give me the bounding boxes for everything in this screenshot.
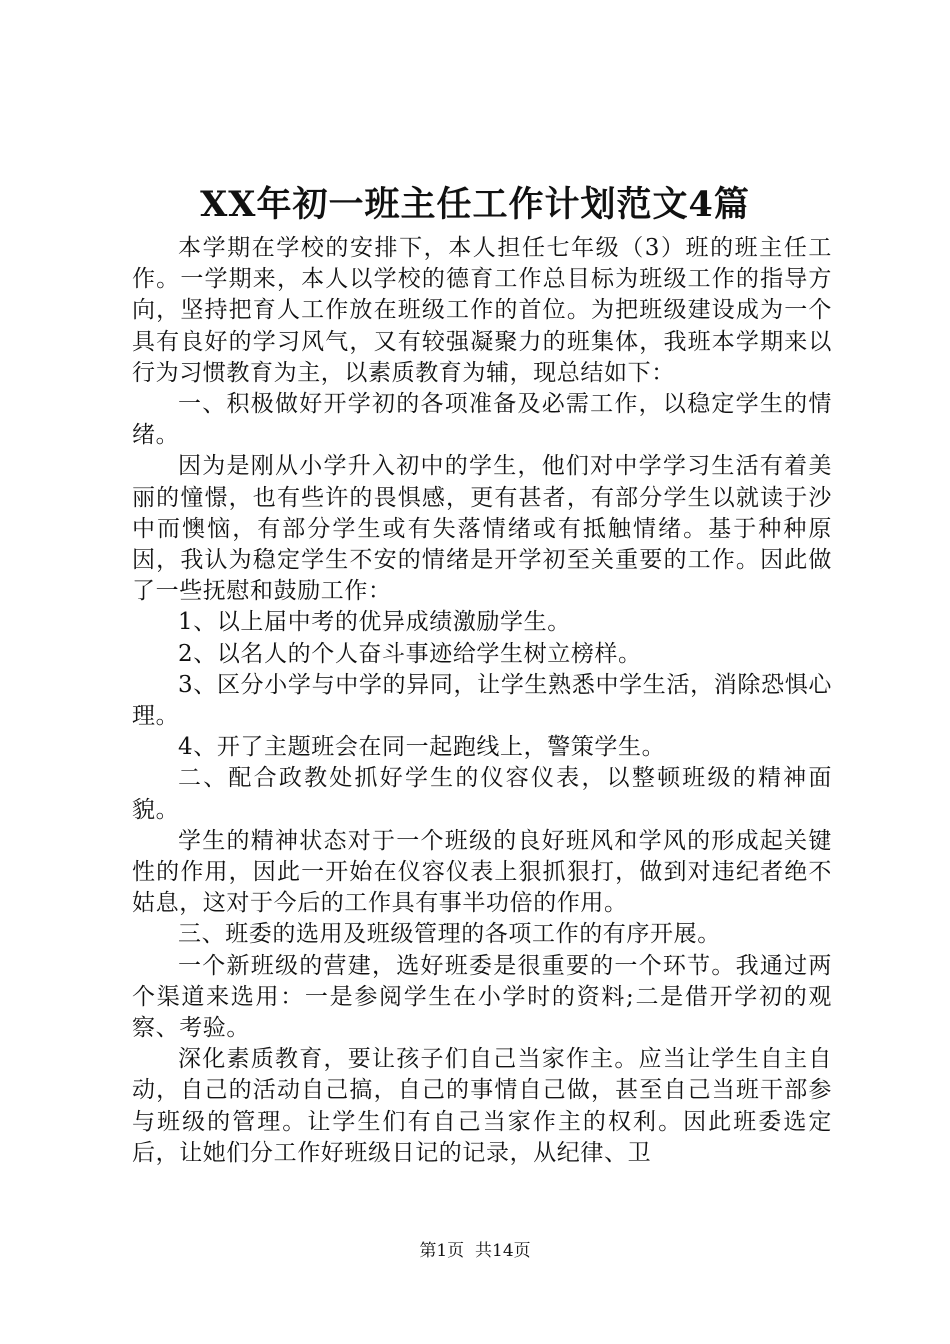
section-heading-1: 一、积极做好开学初的各项准备及必需工作，以稳定学生的情绪。 xyxy=(132,391,832,449)
paragraph-section-1: 因为是刚从小学升入初中的学生，他们对中学学习生活有着美丽的憧憬，也有些许的畏惧感，更有甚者，有部分学生以就读于沙中而懊恼，有部分学生或有失落情绪或有抵触情绪。基于种种原因，我认为稳定学生不安的情绪是开学初至关重要的工作。因此做了一些抚慰和鼓励工作： xyxy=(132,453,832,605)
document-title: XX年初一班主任工作计划范文4篇 xyxy=(200,184,750,225)
list-item-1: 1、以上届中考的优异成绩激励学生。 xyxy=(178,609,571,636)
section-heading-3: 三、班委的选用及班级管理的各项工作的有序开展。 xyxy=(178,921,721,948)
paragraph-section-3b: 深化素质教育，要让孩子们自己当家作主。应当让学生自主自动，自己的活动自己搞，自己的事情自己做，甚至自己当班干部参与班级的管理。让学生们有自己当家作主的权利。因此班委选定后，让她们分工作好班级日记的记录，从纪律、卫 xyxy=(132,1046,832,1166)
paragraph-section-2: 学生的精神状态对于一个班级的良好班风和学风的形成起关键性的作用，因此一开始在仪容仪表上狠抓狠打，做到对违纪者绝不姑息，这对于今后的工作具有事半功倍的作用。 xyxy=(132,827,832,917)
paragraph-intro: 本学期在学校的安排下，本人担任七年级（3）班的班主任工作。一学期来，本人以学校的德育工作总目标为班级工作的指导方向，坚持把育人工作放在班级工作的首位。为把班级建设成为一个具有良好的学习风气，又有较强凝聚力的班集体，我班本学期来以行为习惯教育为主，以素质教育为辅，现总结如下： xyxy=(132,235,832,386)
page-number: 第1页 xyxy=(419,1241,465,1261)
section-heading-2: 二、配合政教处抓好学生的仪容仪表，以整顿班级的精神面貌。 xyxy=(132,765,832,823)
page-total: 共14页 xyxy=(475,1241,531,1261)
list-item-4: 4、开了主题班会在同一起跑线上，警策学生。 xyxy=(178,734,666,761)
page-footer xyxy=(0,1239,950,1263)
paragraph-section-3a: 一个新班级的营建，选好班委是很重要的一个环节。我通过两个渠道来选用：一是参阅学生在小学时的资料;二是借开学初的观察、考验。 xyxy=(132,952,832,1042)
list-item-2: 2、以名人的个人奋斗事迹给学生树立榜样。 xyxy=(178,640,642,667)
document-body xyxy=(132,233,832,1169)
list-item-3: 3、区分小学与中学的异同，让学生熟悉中学生活，消除恐惧心理。 xyxy=(132,671,832,730)
